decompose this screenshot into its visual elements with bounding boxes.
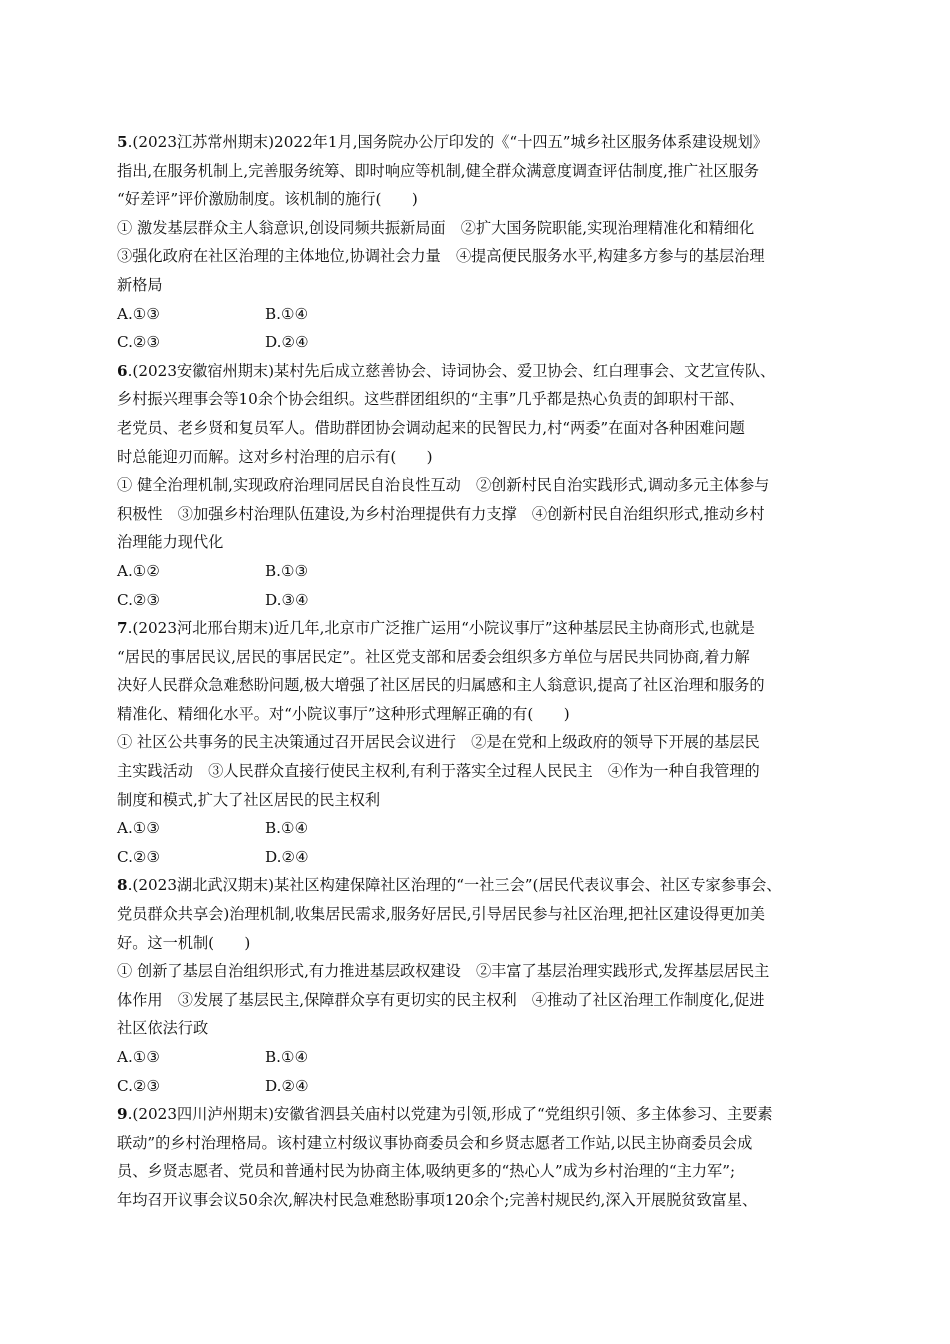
stem-text: 员、乡贤志愿者、党员和普通村民为协商主体,吸纳更多的“热心人”成为乡村治理的“主力军”;: [117, 1162, 736, 1181]
question-number: 5: [117, 133, 128, 151]
statement-line: 主实践活动 ③人民群众直接行使民主权利,有利于落实全过程人民民主 ④作为一种自我管理的: [117, 762, 760, 781]
statement-line: 新格局: [117, 275, 163, 294]
answer-option: A.①②: [117, 561, 161, 580]
options-row: [117, 814, 847, 843]
options-row: [117, 328, 847, 357]
question-stem-line: [117, 443, 847, 472]
answer-option: D.②④: [265, 1076, 309, 1095]
statement-line: ① 社区公共事务的民主决策通过召开居民会议进行 ②是在党和上级政府的领导下开展的基层民: [117, 733, 760, 752]
question-stem-line: [117, 357, 847, 386]
stem-text: 年均召开议事会议50余次,解决村民急难愁盼事项120余个;完善村规民约,深入开展脱贫致富星、: [117, 1190, 758, 1209]
stem-text: 指出,在服务机制上,完善服务统筹、即时响应等机制,健全群众满意度调查评估制度,推广社区服务: [117, 161, 759, 180]
stem-text: 好。这一机制( ): [117, 933, 251, 952]
answer-option: A.①③: [117, 819, 161, 838]
question-stem-line: [117, 414, 847, 443]
options-row: [117, 300, 847, 329]
question-number: 8: [117, 876, 128, 895]
stem-text: 联动”的乡村治理格局。该村建立村级议事协商委员会和乡贤志愿者工作站,以民主协商委员会成: [117, 1133, 753, 1152]
stem-text: 老党员、老乡贤和复员军人。借助群团协会调动起来的民智民力,村“两委”在面对各种困难问题: [117, 418, 745, 437]
question-stem-line: [117, 1157, 847, 1186]
statement-line: 制度和模式,扩大了社区居民的民主权利: [117, 790, 381, 809]
answer-option: B.①③: [265, 561, 309, 580]
stem-text: 精准化、精细化水平。对“小院议事厅”这种形式理解正确的有( ): [117, 704, 570, 723]
statement-line: ① 创新了基层自治组织形式,有力推进基层政权建设 ②丰富了基层治理实践形式,发挥基层居民主: [117, 962, 770, 981]
answer-option: C.②③: [117, 590, 161, 609]
answer-option: C.②③: [117, 1076, 161, 1095]
question-number: 6: [117, 361, 128, 380]
answer-option: C.②③: [117, 333, 161, 352]
stem-text: .(2023江苏常州期末)2022年1月,国务院办公厅印发的《“十四五”城乡社区服务体系建设规划》: [127, 133, 768, 151]
answer-option: A.①③: [117, 1048, 161, 1066]
answer-option: B.①④: [265, 819, 309, 838]
question-stem-line: [117, 157, 847, 186]
question-block: [117, 1100, 847, 1214]
stem-text: .(2023河北邢台期末)近几年,北京市广泛推广运用“小院议事厅”这种基层民主协商形式,也就是: [127, 619, 755, 638]
statement-line: ③强化政府在社区治理的主体地位,协调社会力量 ④提高便民服务水平,构建多方参与的基层治理: [117, 247, 765, 266]
stem-text: “好差评”评价激励制度。该机制的施行( ): [117, 190, 418, 209]
stem-text: 党员群众共享会)治理机制,收集居民需求,服务好居民,引导居民参与社区治理,把社区建设得更加美: [117, 905, 765, 924]
statement-line: 社区依法行政: [117, 1019, 209, 1038]
question-stem-line: [117, 1186, 847, 1215]
options-row: [117, 1072, 847, 1101]
answer-option: D.②④: [265, 847, 309, 866]
question-block: [117, 614, 847, 871]
stem-text: 时总能迎刃而解。这对乡村治理的启示有( ): [117, 447, 433, 466]
statement-line: ① 健全治理机制,实现政府治理同居民自治良性互动 ②创新村民自治实践形式,调动多元主体参与: [117, 476, 770, 495]
question-stem-line: [117, 1129, 847, 1158]
question-stem-line: [117, 128, 847, 157]
question-number: 9: [117, 1105, 128, 1124]
stem-text: .(2023四川泸州期末)安徽省泗县关庙村以党建为引领,形成了“党组织引领、多主体参习、主要素: [127, 1105, 773, 1124]
answer-option: D.③④: [265, 590, 309, 609]
question-block: [117, 128, 847, 357]
question-stem-line: [117, 700, 847, 729]
answer-option: D.②④: [265, 333, 309, 352]
question-stem-line: [117, 1100, 847, 1129]
question-stem-line: [117, 900, 847, 929]
options-row: [117, 557, 847, 586]
question-stem-line: [117, 643, 847, 672]
stem-text: “居民的事居民议,居民的事居民定”。社区党支部和居委会组织多方单位与居民共同协商,着力解: [117, 647, 750, 666]
options-row: [117, 586, 847, 615]
answer-option: C.②③: [117, 847, 161, 866]
question-block: [117, 871, 847, 1100]
document-page: [117, 128, 847, 1215]
statement-line: 体作用 ③发展了基层民主,保障群众享有更切实的民主权利 ④推动了社区治理工作制度化,促进: [117, 990, 765, 1009]
stem-text: 乡村振兴理事会等10余个协会组织。这些群团组织的“主事”几乎都是热心负责的卸职村干部、: [117, 390, 745, 409]
question-stem-line: [117, 871, 847, 900]
question-block: [117, 357, 847, 614]
question-stem-line: [117, 385, 847, 414]
options-row: [117, 1043, 847, 1072]
answer-option: A.①③: [117, 304, 161, 323]
answer-option: B.①④: [265, 1048, 309, 1066]
question-stem-line: [117, 929, 847, 958]
statement-line: ① 激发基层群众主人翁意识,创设同频共振新局面 ②扩大国务院职能,实现治理精准化和精细化: [117, 218, 755, 237]
question-stem-line: [117, 614, 847, 643]
stem-text: .(2023安徽宿州期末)某村先后成立慈善协会、诗词协会、爱卫协会、红白理事会、文艺宣传队、: [127, 361, 776, 380]
statement-line: 积极性 ③加强乡村治理队伍建设,为乡村治理提供有力支撑 ④创新村民自治组织形式,推动乡村: [117, 504, 765, 523]
question-stem-line: [117, 185, 847, 214]
answer-option: B.①④: [265, 304, 309, 323]
question-number: 7: [117, 619, 128, 638]
question-stem-line: [117, 671, 847, 700]
statement-line: 治理能力现代化: [117, 533, 224, 552]
stem-text: .(2023湖北武汉期末)某社区构建保障社区治理的“一社三会”(居民代表议事会、社区专家参事会、: [127, 876, 782, 895]
stem-text: 决好人民群众急难愁盼问题,极大增强了社区居民的归属感和主人翁意识,提高了社区治理和服务的: [117, 676, 765, 695]
options-row: [117, 843, 847, 872]
